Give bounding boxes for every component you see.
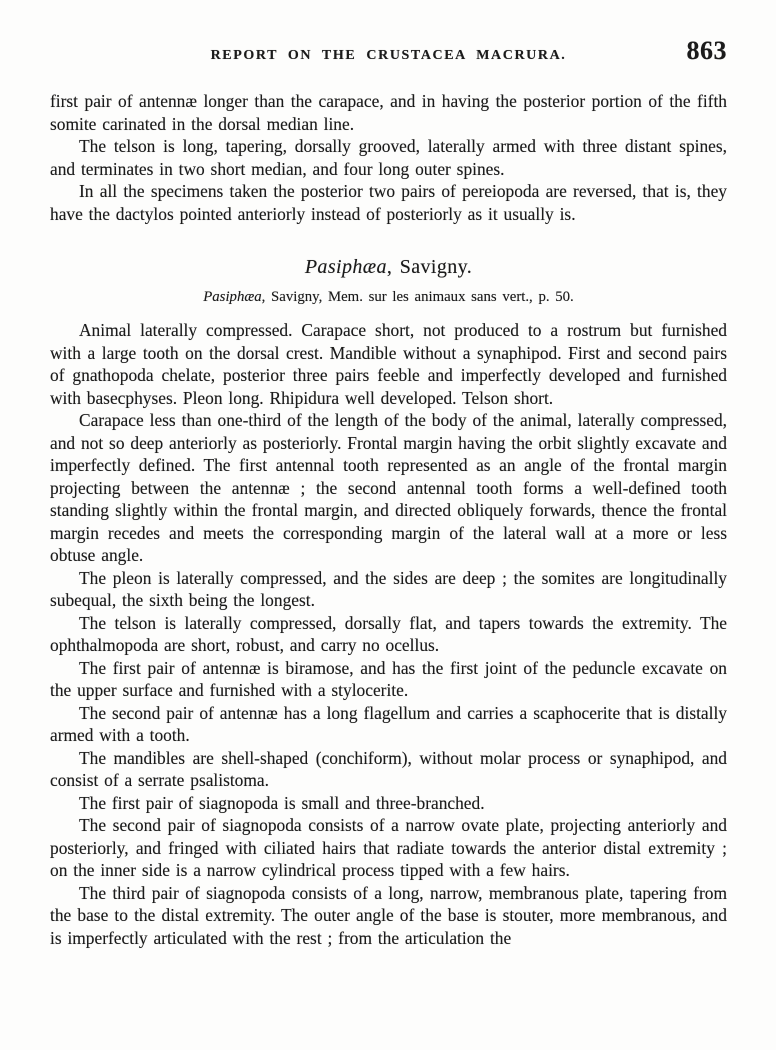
paragraph-mandibles: The mandibles are shell-shaped (conchiform), without molar process or synaphipod, and consist of a serrate psalistoma.	[50, 747, 727, 790]
paragraph-pleon: The pleon is laterally compressed, and the sides are deep ; the somites are longitudinally subequal, the sixth being the longest.	[50, 567, 727, 610]
genus-author: , Savigny.	[386, 256, 473, 278]
paragraph-third-siagnopoda: The third pair of siagnopoda consists of a long, narrow, membranous plate, tapering from the base to the distal extremity. The outer angle of the base is stouter, more membranous, and is imperfectly articulated with the rest ; from the articulation the	[50, 882, 727, 948]
paragraph-telson: The telson is long, tapering, dorsally grooved, laterally armed with three distant spines, and terminates in two short median, and four long outer spines.	[50, 136, 727, 179]
paragraph-animal-description: Animal laterally compressed. Carapace short, not produced to a rostrum but furnished with a large tooth on the dorsal crest. Mandible without a synaphipod. First and second pairs of gnathopoda chelate, posterior three pairs feeble and imperfectly developed and furnished with basecphyses. Pleon long. Rhipidura well developed. Telson short.	[50, 320, 727, 408]
paragraph-second-siagnopoda: The second pair of siagnopoda consists of a narrow ovate plate, projecting anteriorly and posteriorly, and fringed with ciliated hairs that radiate towards the anterior distal extremity ; on the inner side is a narrow cylindrical process tipped with a few hairs.	[50, 815, 727, 880]
synonymy-line	[50, 288, 727, 307]
synonymy-reference: , Savigny, Mem. sur les animaux sans vert., p. 50.	[261, 289, 574, 305]
running-title: REPORT ON THE CRUSTACEA MACRURA.	[210, 48, 567, 63]
synonymy-genus: Pasiphæa	[203, 289, 262, 305]
genus-name: Pasiphæa	[304, 256, 387, 278]
page-body	[50, 90, 727, 949]
paragraph-telson-ophthalmopoda: The telson is laterally compressed, dorsally flat, and tapers towards the extremity. The ophthalmopoda are short, robust, and carry no ocellus.	[50, 612, 727, 655]
paragraph-first-antennae: The first pair of antennæ is biramose, and has the first joint of the peduncle excavate on the upper surface and furnished with a stylocerite.	[50, 657, 727, 700]
page-number: 863	[686, 36, 727, 65]
paragraph-specimens: In all the specimens taken the posterior two pairs of pereiopoda are reversed, that is, they have the dactylos pointed anteriorly instead of posteriorly as it usually is.	[50, 181, 727, 224]
paragraph-second-antennae: The second pair of antennæ has a long flagellum and carries a scaphocerite that is distally armed with a tooth.	[50, 702, 727, 745]
paragraph-intro-continuation: first pair of antennæ longer than the carapace, and in having the posterior portion of the fifth somite carinated in the dorsal median line.	[50, 91, 727, 134]
page-header	[50, 36, 727, 67]
paragraph-first-siagnopoda: The first pair of siagnopoda is small and three-branched.	[79, 792, 485, 813]
paragraph-carapace: Carapace less than one-third of the length of the body of the animal, laterally compressed, and not so deep anteriorly as posteriorly. Frontal margin having the orbit slightly excavate and imperfectly defined. The first antennal tooth represented as an angle of the frontal margin projecting between the antennæ ; the second antennal tooth forms a well-defined tooth standing slightly within the frontal margin, and directed obliquely forwards, thence the frontal margin recedes and meets the corresponding margin of the lateral wall at a more or less obtuse angle.	[50, 410, 727, 565]
genus-heading	[50, 254, 727, 280]
